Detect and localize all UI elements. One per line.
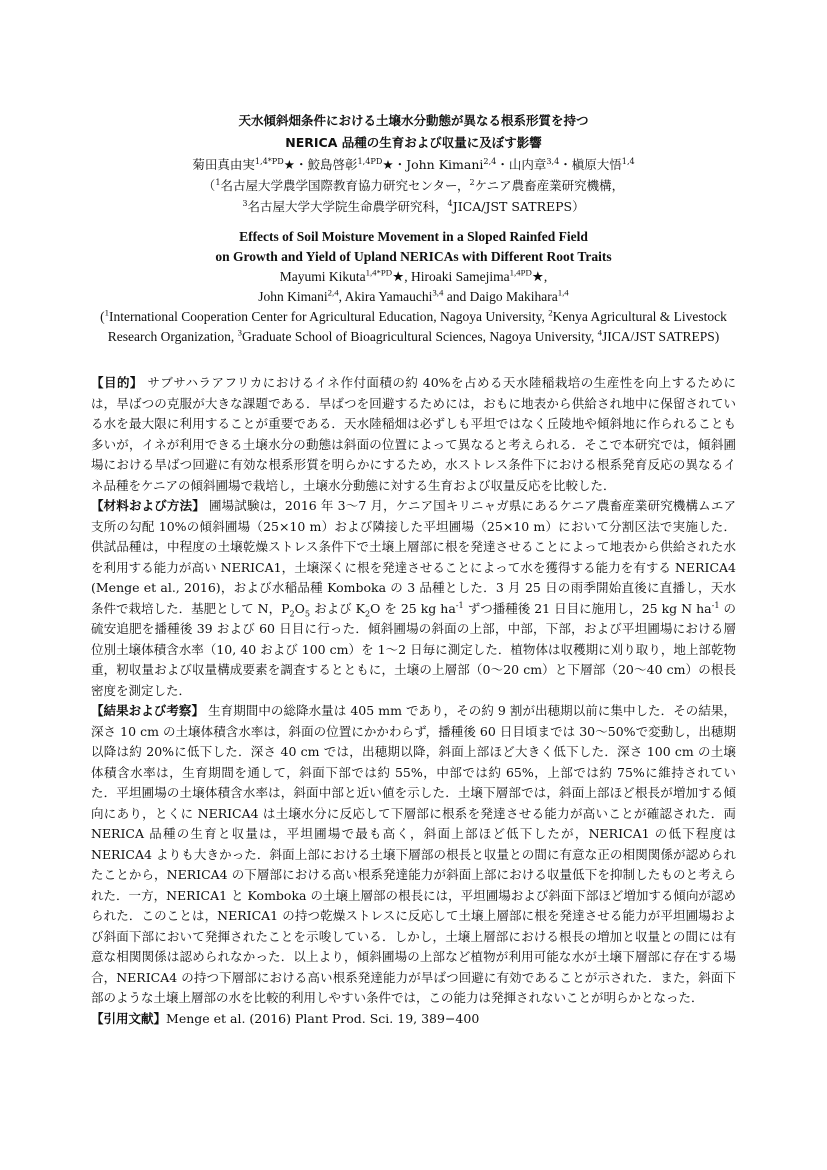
author-ja-3: John Kimani	[406, 157, 484, 172]
section-purpose	[91, 373, 736, 496]
subscript: 5	[304, 608, 311, 618]
author-en-4-affil: 3,4	[432, 287, 444, 298]
affil-ja-2: ケニア農畜産業研究機構，	[474, 178, 625, 193]
comma: ,	[543, 269, 548, 284]
section-results	[91, 701, 736, 1009]
section-heading-results: 【結果および考察】	[91, 703, 205, 718]
methods-text-c: および K	[310, 600, 365, 616]
author-ja-2-affil: 1,4PD	[357, 155, 383, 166]
affil-en-3-num: 3	[237, 327, 242, 338]
conjunction-and: and	[446, 289, 467, 304]
affil-en-3: Graduate School of Bioagricultural Sciences, Nagoya University,	[242, 329, 598, 344]
author-en-1-affil: 1,4*PD	[365, 267, 393, 278]
affil-ja-4-num: 4	[447, 197, 453, 208]
methods-text-e: ずつ播種後 21 日目に施用し，25 kg N ha	[463, 600, 712, 616]
presenter-star: ★	[531, 269, 544, 284]
author-ja-4: 山内章	[508, 157, 547, 172]
methods-text-d: O を 25 kg ha	[370, 600, 456, 616]
presenter-star: ★	[283, 157, 295, 172]
author-ja-1: 菊田真由実	[192, 157, 255, 172]
separator: ・	[496, 157, 509, 172]
section-heading-references: 【引用文献】	[91, 1010, 167, 1026]
author-en-2: Hiroaki Samejima	[411, 269, 510, 284]
affiliations-ja	[90, 175, 737, 217]
author-ja-5-affil: 1,4	[621, 155, 635, 166]
paren-open: （	[202, 178, 216, 193]
author-ja-5: 槇原大悟	[571, 157, 622, 172]
author-en-1: Mayumi Kikuta	[279, 269, 366, 284]
subscript: 2	[289, 608, 295, 618]
methods-text-a: 圃場試験は，2016 年 3～7 月，ケニア国キリニャガ県にあるケニア農畜産業研究機構ムエア支所の勾配 10%の傾斜圃場（25×10 m）および隣接した平坦圃場（25×10 m）において分割区法で実施した．供試品種は，中程度の土壌乾燥ストレス条件下で土壌上層部に根を発達させることによって地表から供給された水を利用する能力が高い NERICA1，土壌深くに根を発達させることによって水を獲得する能力を有する NERICA4 (Menge et al., 2016)，および水稲品種 Komboka の 3 品種とした．3 月 25 日の雨季開始直後に直播し，天水条件で栽培した．基肥として N，P	[91, 498, 736, 616]
author-en-3-affil: 2,4	[327, 287, 339, 298]
author-ja-3-affil: 2,4	[483, 155, 497, 166]
title-ja	[90, 110, 737, 154]
affil-ja-2-num: 2	[469, 176, 475, 187]
subscript: 2	[364, 608, 371, 618]
presenter-star: ★	[392, 269, 405, 284]
section-heading-methods: 【材料および方法】	[91, 498, 205, 513]
section-methods	[91, 496, 736, 701]
section-heading-purpose: 【目的】	[91, 375, 143, 390]
author-en-5-affil: 1,4	[557, 287, 569, 298]
methods-text-b: O	[294, 600, 305, 616]
affil-ja-3-num: 3	[242, 197, 248, 208]
superscript: -1	[711, 599, 720, 610]
affil-ja-1: 名古屋大学農学国際教育協力研究センター，	[220, 178, 470, 193]
authors-en	[90, 267, 737, 307]
author-en-2-affil: 1,4PD	[509, 267, 532, 278]
superscript: -1	[455, 599, 464, 610]
affil-en-1-num: 1	[104, 307, 109, 318]
separator: ・	[294, 157, 308, 172]
affil-en-2: Kenya Agricultural & Livestock Research Organization,	[107, 309, 727, 344]
separator: ・	[559, 157, 572, 172]
author-en-5: Daigo Makihara	[469, 289, 558, 304]
author-ja-4-affil: 3,4	[546, 155, 560, 166]
reference-entry: Menge et al. (2016) Plant Prod. Sci. 19, 389−400	[166, 1010, 480, 1026]
affil-en-4-num: 4	[597, 327, 603, 338]
author-ja-1-affil: 1,4*PD	[254, 155, 284, 166]
abstract-body	[91, 373, 736, 1029]
affil-en-4: JICA/JST SATREPS)	[602, 329, 720, 344]
author-ja-2: 鮫島啓彰	[307, 157, 358, 172]
affiliations-en	[90, 307, 737, 347]
comma: ,	[404, 269, 408, 284]
presenter-star: ★	[382, 157, 394, 172]
section-references	[91, 1009, 736, 1030]
affil-en-1: International Cooperation Center for Agricultural Education, Nagoya University,	[108, 309, 549, 324]
authors-ja	[90, 154, 737, 175]
author-en-3: John Kimani	[258, 289, 328, 304]
methods-text-f: の硫安追肥を播種後 39 および 60 日目に行った．傾斜圃場の斜面の上部，中部，下部，および平坦圃場における層位別土壌体積含水率（10, 40 および 100 cm）を 1～2 日毎に測定した．植物体は収穫期に刈り取り，地上部乾物重，籾収量および収量構成要素を調査するとともに，土壌の上層部（0～20 cm）と下層部（20～40 cm）の根長密度を測定した．	[91, 600, 736, 698]
title-en	[90, 227, 737, 267]
paren-open: (	[100, 309, 105, 324]
purpose-text: サブサハラアフリカにおけるイネ作付面積の約 40%を占める天水陸稲栽培の生産性を向上するためには，旱ばつの克服が大きな課題である．旱ばつを回避するためには，おもに地表から供給され地中に保留されている水を最大限に利用することが重要である．天水陸稲畑は必ずしも平坦ではなく丘陵地や傾斜地に作られることも多いが，イネが利用できる土壌水分の動態は斜面の位置によって異なると考えられる．そこで本研究では，傾斜圃場における旱ばつ回避に有効な根系形質を明らかにするため，水ストレス条件下における根系発育反応の異なるイネ品種をケニアの傾斜圃場で栽培し，土壌水分動態に対する生育および収量反応を比較した．	[91, 375, 736, 493]
affil-en-2-num: 2	[548, 307, 553, 318]
title-ja-line1: 天水傾斜畑条件における土壌水分動態が異なる根系形質を持つ	[238, 113, 589, 128]
title-en-line2: on Growth and Yield of Upland NERICAs with Different Root Traits	[215, 249, 612, 264]
comma: ,	[338, 289, 343, 304]
affil-ja-4: JICA/JST SATREPS）	[452, 199, 585, 214]
title-en-line1: Effects of Soil Moisture Movement in a Sloped Rainfed Field	[239, 229, 588, 244]
separator: ・	[393, 157, 407, 172]
author-en-4: Akira Yamauchi	[344, 289, 433, 304]
affil-ja-1-num: 1	[215, 176, 221, 187]
results-text: 生育期間中の総降水量は 405 mm であり，その約 9 割が出穂期以前に集中した．その結果，深さ 10 cm の土壌体積含水率は，斜面の位置にかかわらず，播種後 60 日目頃までは 30～50%で変動し，出穂期以降は約 20%に低下した．深さ 40 cm では，出穂期以降，斜面上部ほど大きく低下した．深さ 100 cm の土壌体積含水率は，生育期間を通して，斜面下部では約 55%，中部では約 65%，上部では約 75%に維持されていた．平坦圃場の土壌体積含水率は，斜面中部と近い値を示した．土壌下層部では，斜面上部ほど根長が増加する傾向にあり，とくに NERICA4 は土壌水分に反応して下層部に根系を発達させる能力が高いことが確認された．両 NERICA 品種の生育と収量は，平坦圃場で最も高く，斜面上部ほど低下したが，NERICA1 の低下程度は NERICA4 よりも大きかった．斜面上部における土壌下層部の根長と収量との間に有意な正の相関関係が認められたことから，NERICA4 の下層部における高い根系発達能力が斜面上部における収量低下を抑制したものと考えられた．一方，NERICA1 と Komboka の土壌上層部の根長には，平坦圃場および斜面下部ほど増加する傾向が認められた．このことは，NERICA1 の持つ乾燥ストレスに反応して土壌上層部に根を発達させる能力が平坦圃場および斜面下部において発揮されたことを示唆している．しかし，土壌上層部における根長の増加と収量との間には有意な相関関係は認められなかった．以上より，傾斜圃場の上部など植物が利用可能な水が土壌下層部に存在する場合，NERICA4 の持つ下層部における高い根系発達能力が旱ばつ回避に有効であることが示された．また，斜面下部のような土壌上層部の水を比較的利用しやすい条件では，この能力は発揮されないことが明らかとなった．	[91, 703, 736, 1005]
title-ja-line2: NERICA 品種の生育および収量に及ぼす影響	[285, 135, 542, 150]
affil-ja-3: 名古屋大学大学院生命農学研究科，	[247, 199, 448, 214]
header	[90, 110, 737, 347]
